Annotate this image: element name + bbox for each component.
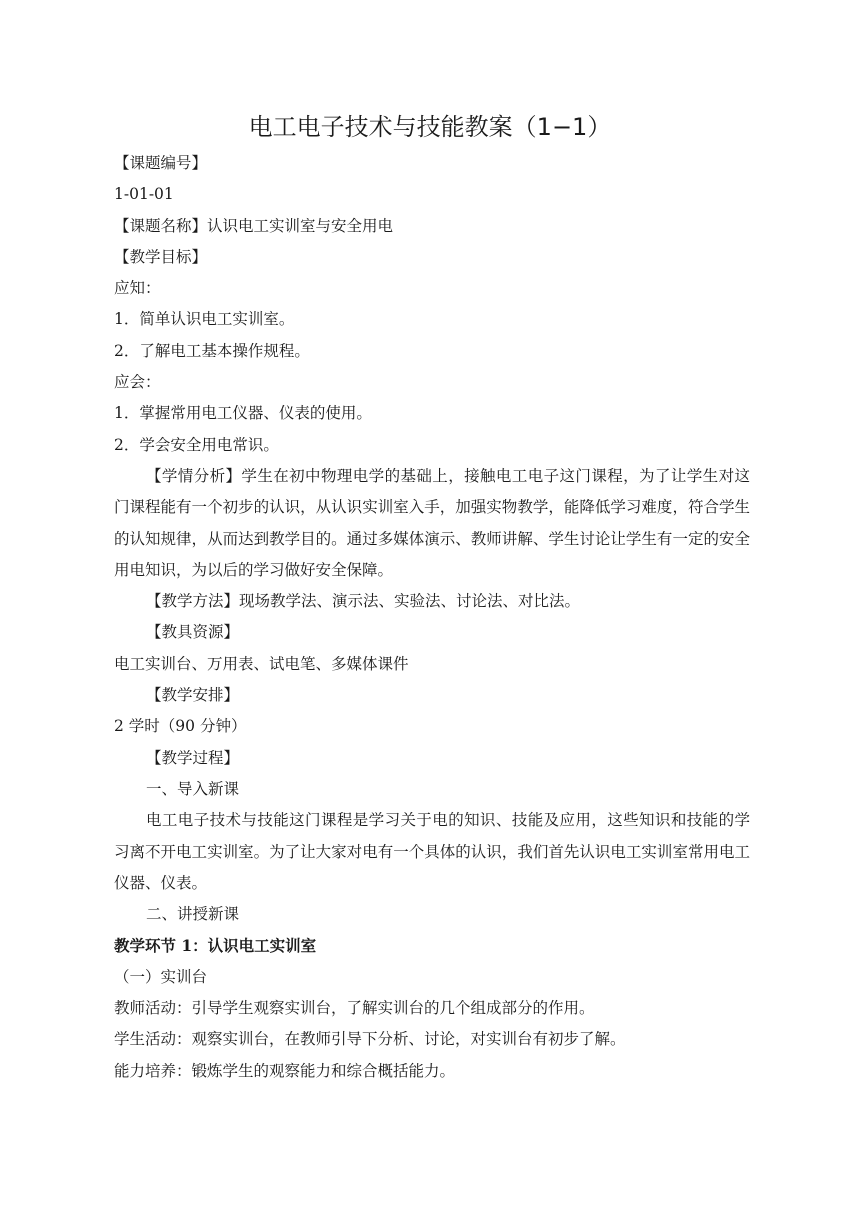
ability-line: 能力培养：锻炼学生的观察能力和综合概括能力。 bbox=[114, 1061, 456, 1080]
know-item: 2．了解电工基本操作规程。 bbox=[114, 341, 310, 360]
resources-heading: 【教具资源】 bbox=[146, 623, 240, 642]
objectives-heading: 【教学目标】 bbox=[114, 247, 208, 266]
know-label: 应知： bbox=[114, 279, 161, 298]
arrangement-heading: 【教学安排】 bbox=[146, 686, 240, 705]
sub-heading: （一）实训台 bbox=[114, 967, 208, 986]
resources-value: 电工实训台、万用表、试电笔、多媒体课件 bbox=[114, 654, 409, 673]
student-activity: 学生活动：观察实训台，在教师引导下分析、讨论，对实训台有初步了解。 bbox=[114, 1030, 626, 1049]
step-heading: 教学环节 1：认识电工实训室 bbox=[114, 936, 317, 956]
intro-paragraph: 电工电子技术与技能这门课程是学习关于电的知识、技能及应用，这些知识和技能的学习离不开电工实训室。为了让大家对电有一个具体的认识，我们首先认识电工实训室常用电工仪器、仪表。 bbox=[114, 811, 750, 892]
code-heading: 【课题编号】 bbox=[114, 154, 208, 172]
can-item: 2．学会安全用电常识。 bbox=[114, 435, 279, 454]
code-value: 1-01-01 bbox=[114, 185, 174, 204]
lesson-name: 【课题名称】认识电工实训室与安全用电 bbox=[114, 216, 394, 235]
can-item: 1．掌握常用电工仪器、仪表的使用。 bbox=[114, 404, 372, 423]
section-heading: 二、讲授新课 bbox=[146, 905, 240, 924]
arrangement-value: 2 学时（90 分钟） bbox=[114, 717, 247, 736]
teacher-activity: 教师活动：引导学生观察实训台，了解实训台的几个组成部分的作用。 bbox=[114, 999, 595, 1018]
can-label: 应会： bbox=[114, 373, 161, 392]
process-heading: 【教学过程】 bbox=[146, 748, 240, 767]
section-heading: 一、导入新课 bbox=[146, 779, 240, 798]
document-title: 电工电子技术与技能教案（1−1） bbox=[248, 113, 612, 141]
know-item: 1．简单认识电工实训室。 bbox=[114, 310, 295, 329]
analysis-paragraph: 【学情分析】学生在初中物理电学的基础上，接触电工电子这门课程，为了让学生对这门课程能有一个初步的认识，从认识实训室入手，加强实物教学，能降低学习难度，符合学生的认知规律，从而达到教学目的。通过多媒体演示、教师讲解、学生讨论让学生有一定的安全用电知识，为以后的学习做好安全保障。 bbox=[114, 466, 750, 579]
document-body bbox=[114, 148, 750, 1087]
methods-paragraph: 【教学方法】现场教学法、演示法、实验法、讨论法、对比法。 bbox=[146, 592, 581, 611]
